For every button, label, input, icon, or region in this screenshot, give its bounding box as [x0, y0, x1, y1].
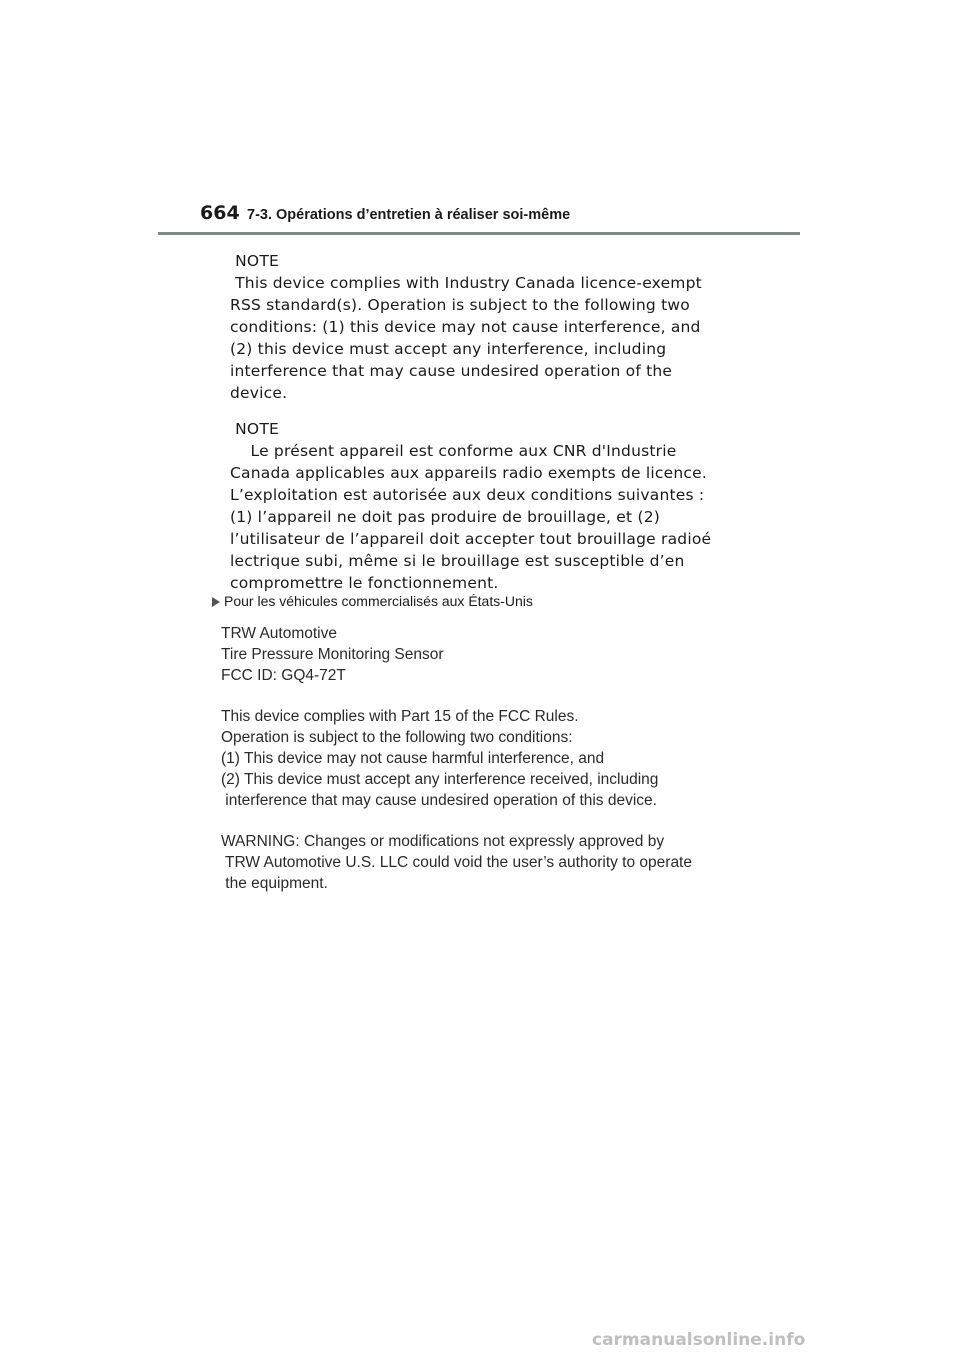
device-info	[221, 623, 444, 686]
note-line: compromettre le fonctionnement.	[230, 574, 499, 592]
note-line: conditions: (1) this device may not cause interference, and	[230, 318, 701, 336]
us-section-heading-text: Pour les véhicules commercialisés aux États-Unis	[224, 593, 533, 609]
page-number: 664	[200, 202, 240, 224]
compliance-line: Operation is subject to the following two conditions:	[221, 729, 573, 746]
note-line: Le présent appareil est conforme aux CNR d'Industrie	[230, 442, 677, 460]
note-line: L’exploitation est autorisée aux deux conditions suivantes :	[230, 486, 705, 504]
us-section-heading	[212, 593, 533, 609]
device-info-line: Tire Pressure Monitoring Sensor	[221, 646, 444, 663]
compliance-line: interference that may cause undesired operation of this device.	[221, 792, 657, 809]
note-line: This device complies with Industry Canada licence-exempt	[230, 274, 702, 292]
note-industry-canada-fr	[230, 418, 711, 594]
warning-line: the equipment.	[221, 875, 328, 892]
note-line: interference that may cause undesired operation of the	[230, 362, 673, 380]
note-line: NOTE	[230, 420, 279, 438]
header-divider	[158, 232, 800, 235]
note-line: device.	[230, 384, 288, 402]
note-industry-canada-en	[230, 250, 702, 404]
note-line: (2) this device must accept any interference, including	[230, 340, 667, 358]
compliance-line: (1) This device may not cause harmful interference, and	[221, 750, 605, 767]
note-line: (1) l’appareil ne doit pas produire de brouillage, et (2)	[230, 508, 660, 526]
compliance-line: (2) This device must accept any interference received, including	[221, 771, 659, 788]
triangle-bullet-icon	[212, 597, 220, 607]
device-info-line: FCC ID: GQ4-72T	[221, 667, 346, 684]
warning-line: TRW Automotive U.S. LLC could void the user’s authority to operate	[221, 854, 692, 871]
note-line: RSS standard(s). Operation is subject to the following two	[230, 296, 690, 314]
compliance-line: This device complies with Part 15 of the FCC Rules.	[221, 708, 579, 725]
note-line: l’utilisateur de l’appareil doit accepter tout brouillage radioé	[230, 530, 712, 548]
site-watermark: carmanualsonline.info	[592, 1330, 806, 1350]
note-line: lectrique subi, même si le brouillage est susceptible d’en	[230, 552, 685, 570]
fcc-warning	[221, 831, 692, 894]
section-title: 7-3. Opérations d’entretien à réaliser soi-même	[247, 207, 571, 223]
device-info-line: TRW Automotive	[221, 625, 338, 642]
page-header	[200, 202, 800, 234]
note-line: Canada applicables aux appareils radio exempts de licence.	[230, 464, 708, 482]
warning-line: WARNING: Changes or modifications not expressly approved by	[221, 833, 665, 850]
fcc-compliance	[221, 706, 658, 811]
note-line: NOTE	[230, 252, 279, 270]
